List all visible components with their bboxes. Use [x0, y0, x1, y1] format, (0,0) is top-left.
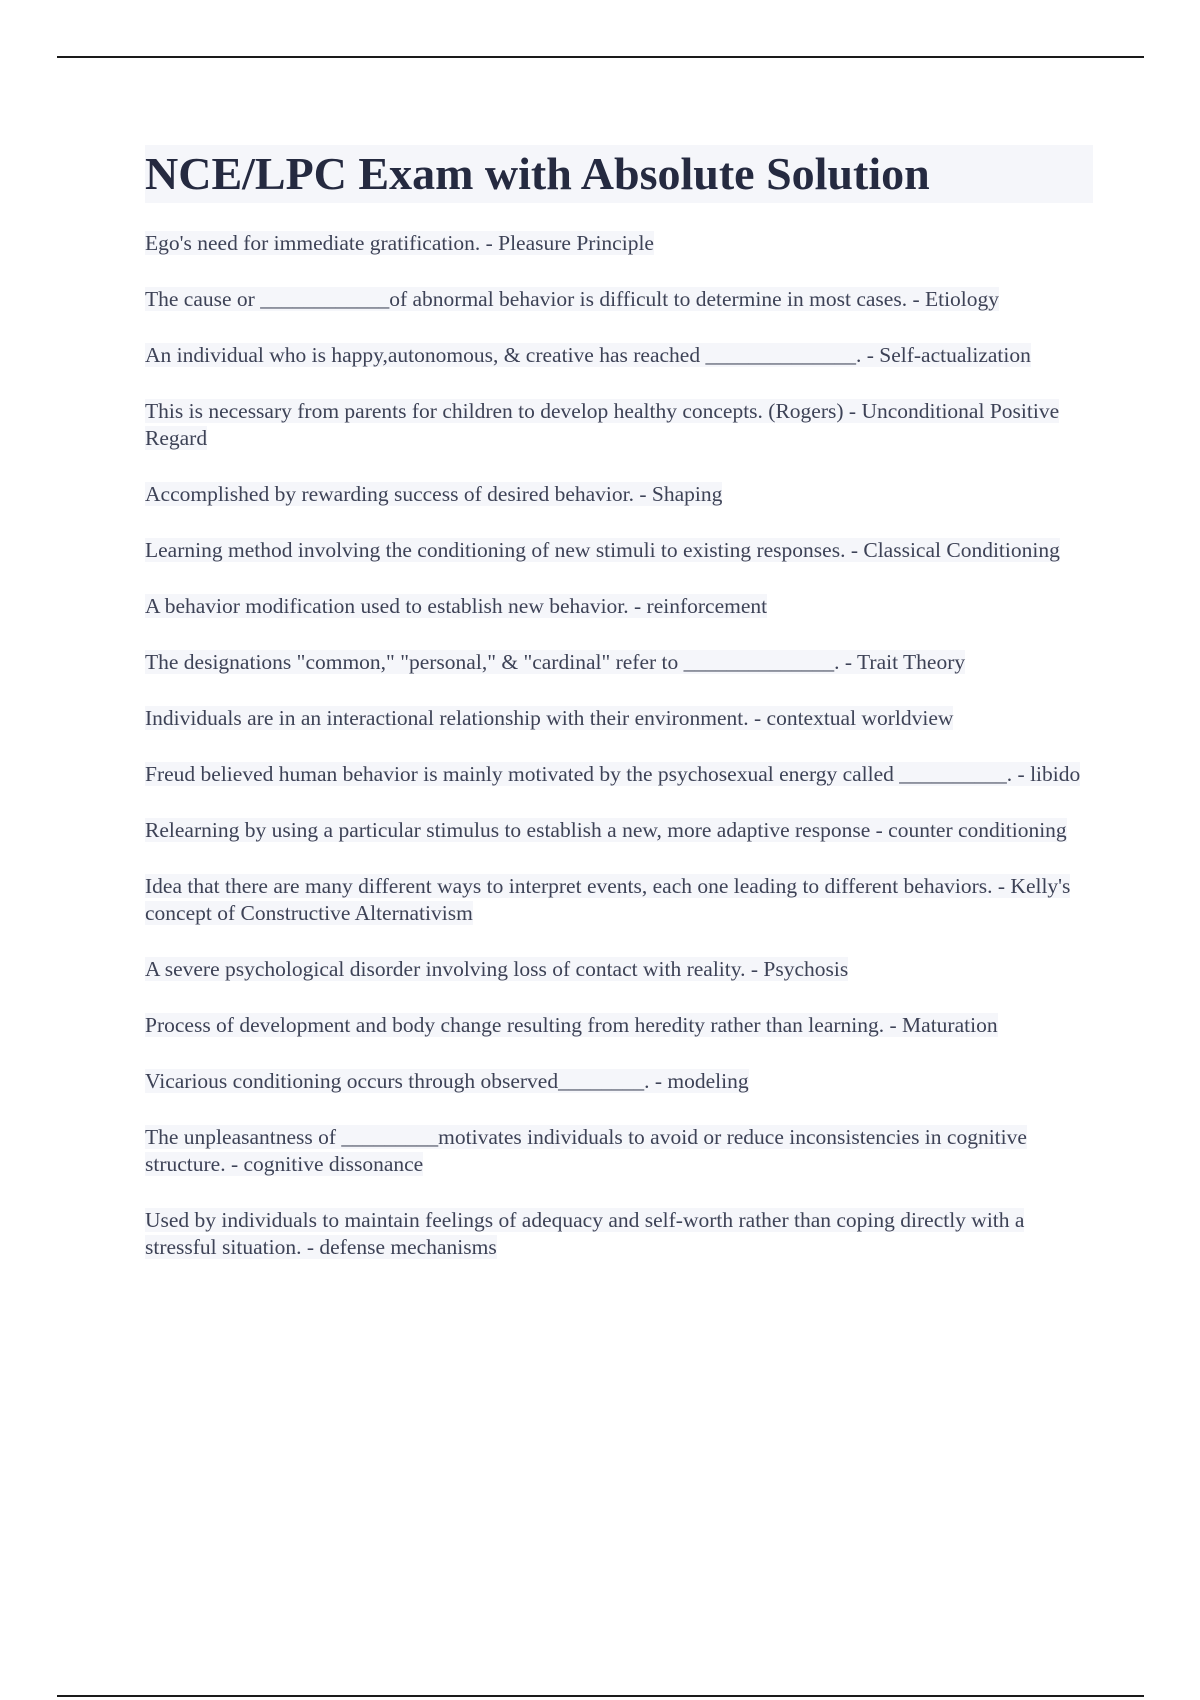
qa-item: An individual who is happy,autonomous, & creative has reached ______________. - Self-actualization [145, 343, 1031, 367]
qa-item: A behavior modification used to establish new behavior. - reinforcement [145, 594, 768, 618]
qa-item: Accomplished by rewarding success of desired behavior. - Shaping [145, 482, 723, 506]
top-rule [57, 56, 1144, 58]
qa-item: Ego's need for immediate gratification. - Pleasure Principle [145, 231, 654, 255]
qa-item: Individuals are in an interactional relationship with their environment. - contextual worldview [145, 706, 954, 730]
qa-item: Freud believed human behavior is mainly motivated by the psychosexual energy called __________. - libido [145, 762, 1081, 786]
qa-item: Relearning by using a particular stimulus to establish a new, more adaptive response - counter conditioning [145, 818, 1067, 842]
qa-item: A severe psychological disorder involving loss of contact with reality. - Psychosis [145, 957, 849, 981]
document-body [145, 145, 1093, 1290]
document-title: NCE/LPC Exam with Absolute Solution [145, 145, 1093, 203]
qa-item: Used by individuals to maintain feelings of adequacy and self-worth rather than coping directly with a stressful situation. - defense mechanisms [145, 1208, 1025, 1259]
qa-item: Learning method involving the conditioning of new stimuli to existing responses. - Classical Conditioning [145, 538, 1060, 562]
qa-item: Process of development and body change resulting from heredity rather than learning. - Maturation [145, 1013, 998, 1037]
qa-item: This is necessary from parents for children to develop healthy concepts. (Rogers) - Unconditional Positive Regard [145, 399, 1060, 450]
qa-item: The cause or ____________of abnormal behavior is difficult to determine in most cases. - Etiology [145, 287, 1000, 311]
qa-item: Idea that there are many different ways to interpret events, each one leading to different behaviors. - Kelly's concept of Constructive Alternativism [145, 874, 1071, 925]
qa-item: Vicarious conditioning occurs through observed________. - modeling [145, 1069, 749, 1093]
qa-item: The designations "common," "personal," & "cardinal" refer to ______________. - Trait Theory [145, 650, 966, 674]
qa-list [145, 230, 1093, 1261]
bottom-rule [57, 1695, 1144, 1697]
qa-item: The unpleasantness of _________motivates individuals to avoid or reduce inconsistencies in cognitive structure. - cognitive dissonance [145, 1125, 1027, 1176]
